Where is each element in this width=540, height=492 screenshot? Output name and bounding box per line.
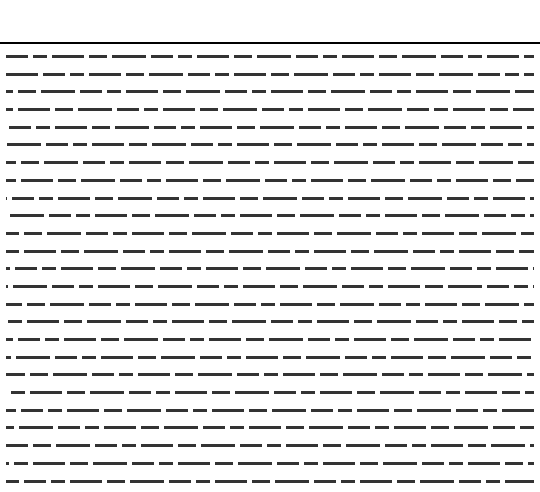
body-text-line [6, 153, 534, 170]
body-text-line [6, 47, 534, 64]
body-text-line [6, 82, 534, 99]
body-text-line [6, 171, 534, 188]
headline-divider [0, 42, 540, 44]
article-body [6, 47, 534, 487]
body-text-line [6, 65, 534, 82]
body-text-line [6, 383, 534, 400]
body-text-line [6, 135, 534, 152]
body-text-line [6, 365, 534, 382]
body-text-line [6, 454, 534, 471]
body-text-line [6, 401, 534, 418]
body-text-line [6, 295, 534, 312]
body-text-line [6, 436, 534, 453]
body-text-line [6, 206, 534, 223]
body-text-line [6, 242, 534, 259]
body-text-line [6, 348, 534, 365]
body-text-line [6, 472, 534, 488]
body-text-line [6, 259, 534, 276]
body-text-line [6, 224, 534, 241]
body-text-line [6, 330, 534, 347]
body-text-line [6, 277, 534, 294]
body-text-line [6, 189, 534, 206]
body-text-line [6, 118, 534, 135]
body-text-line [6, 418, 534, 435]
body-text-line [6, 100, 534, 117]
article-headline-area [0, 0, 540, 44]
body-text-line [6, 312, 534, 329]
